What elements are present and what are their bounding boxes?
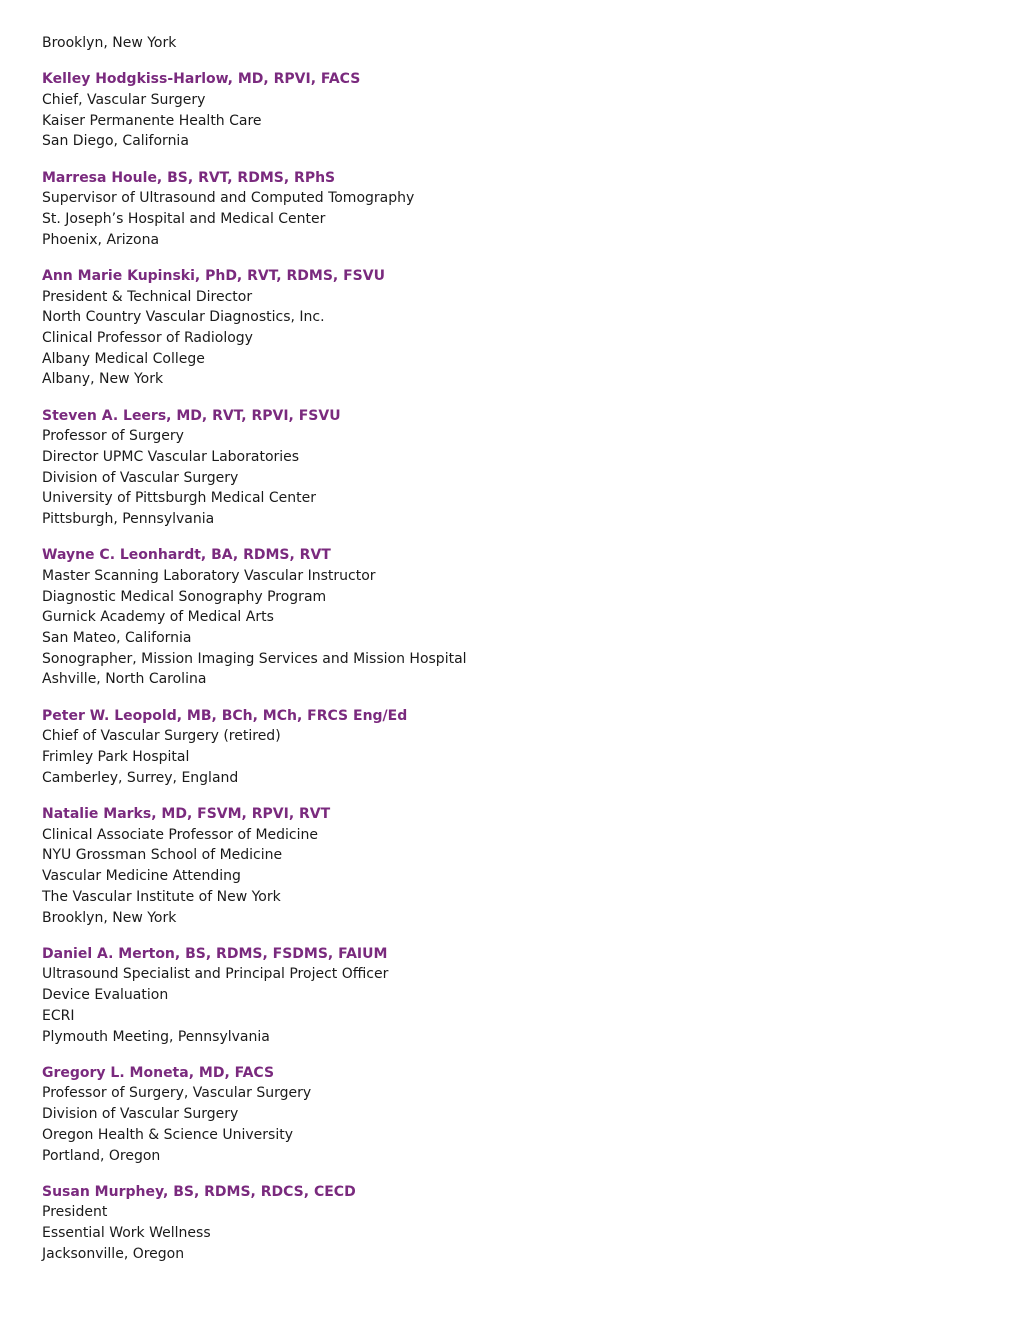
contributor-name: Gregory L. Moneta, MD, FACS	[42, 1064, 275, 1081]
contributor-entry	[42, 944, 982, 1048]
contributor-entry	[42, 1063, 982, 1167]
entry-line: President	[42, 1204, 108, 1221]
carryover-block	[42, 33, 982, 54]
entry-line: The Vascular Institute of New York	[42, 888, 281, 905]
entry-line: Professor of Surgery	[42, 428, 184, 445]
contributor-entry	[42, 804, 982, 928]
contributor-list	[42, 33, 982, 1265]
entry-line: Brooklyn, New York	[42, 35, 177, 51]
entry-line: President & Technical Director	[42, 288, 253, 305]
contributor-entry	[42, 406, 982, 530]
entry-line: Chief of Vascular Surgery (retired)	[42, 728, 281, 745]
entry-line: North Country Vascular Diagnostics, Inc.	[42, 309, 325, 326]
entry-line: Clinical Associate Professor of Medicine	[42, 826, 318, 843]
entry-line: Division of Vascular Surgery	[42, 1106, 239, 1123]
entry-line: Supervisor of Ultrasound and Computed Tomography	[42, 190, 415, 207]
contributor-name: Susan Murphey, BS, RDMS, RDCS, CECD	[42, 1183, 356, 1200]
entry-line: St. Joseph’s Hospital and Medical Center	[42, 210, 326, 227]
entry-line: Diagnostic Medical Sonography Program	[42, 588, 327, 605]
entry-line: Frimley Park Hospital	[42, 749, 190, 766]
entry-line: Chief, Vascular Surgery	[42, 91, 206, 108]
contributor-entry	[42, 168, 982, 251]
entry-line: Portland, Oregon	[42, 1147, 161, 1164]
entry-line: Sonographer, Mission Imaging Services and Mission Hospital	[42, 650, 467, 667]
contributor-name: Ann Marie Kupinski, PhD, RVT, RDMS, FSVU	[42, 267, 385, 284]
entry-line: Device Evaluation	[42, 987, 169, 1004]
entry-line: Vascular Medicine Attending	[42, 868, 241, 885]
contributor-name: Peter W. Leopold, MB, BCh, MCh, FRCS Eng/Ed	[42, 707, 408, 724]
contributor-name: Steven A. Leers, MD, RVT, RPVI, FSVU	[42, 407, 341, 424]
contributor-name: Wayne C. Leonhardt, BA, RDMS, RVT	[42, 547, 331, 564]
entry-line: Director UPMC Vascular Laboratories	[42, 448, 300, 465]
entry-line: Plymouth Meeting, Pennsylvania	[42, 1028, 270, 1045]
entry-line: Phoenix, Arizona	[42, 231, 160, 248]
entry-line: Essential Work Wellness	[42, 1225, 211, 1242]
contributor-entry	[42, 545, 982, 690]
entry-line: ECRI	[42, 1007, 75, 1024]
contributor-entry	[42, 266, 982, 390]
contributor-entry	[42, 706, 982, 789]
entry-line: Camberley, Surrey, England	[42, 769, 239, 786]
entry-line: Albany, New York	[42, 371, 164, 388]
contributor-entry	[42, 1182, 982, 1265]
contributor-name: Daniel A. Merton, BS, RDMS, FSDMS, FAIUM	[42, 945, 388, 962]
entry-line: San Diego, California	[42, 133, 189, 150]
entry-line: San Mateo, California	[42, 630, 192, 647]
entry-line: Division of Vascular Surgery	[42, 469, 239, 486]
entry-line: Gurnick Academy of Medical Arts	[42, 609, 274, 626]
entry-line: Clinical Professor of Radiology	[42, 329, 253, 346]
entry-line: Kaiser Permanente Health Care	[42, 112, 262, 129]
entry-line: University of Pittsburgh Medical Center	[42, 490, 316, 507]
entry-line: Pittsburgh, Pennsylvania	[42, 511, 215, 528]
entries-container	[42, 69, 982, 1264]
contributor-name: Natalie Marks, MD, FSVM, RPVI, RVT	[42, 806, 331, 822]
entry-line: Albany Medical College	[42, 350, 205, 367]
entry-line: Brooklyn, New York	[42, 909, 177, 926]
entry-line: Ultrasound Specialist and Principal Project Officer	[42, 966, 389, 983]
entry-line: Master Scanning Laboratory Vascular Instructor	[42, 567, 376, 584]
entry-line: Ashville, North Carolina	[42, 671, 207, 688]
entry-line: Jacksonville, Oregon	[42, 1245, 185, 1262]
entry-line: Oregon Health & Science University	[42, 1126, 293, 1143]
contributor-entry	[42, 69, 982, 152]
contributor-name: Marresa Houle, BS, RVT, RDMS, RPhS	[42, 169, 336, 186]
entry-line: NYU Grossman School of Medicine	[42, 847, 283, 864]
contributor-name: Kelley Hodgkiss-Harlow, MD, RPVI, FACS	[42, 71, 361, 88]
entry-line: Professor of Surgery, Vascular Surgery	[42, 1085, 312, 1102]
